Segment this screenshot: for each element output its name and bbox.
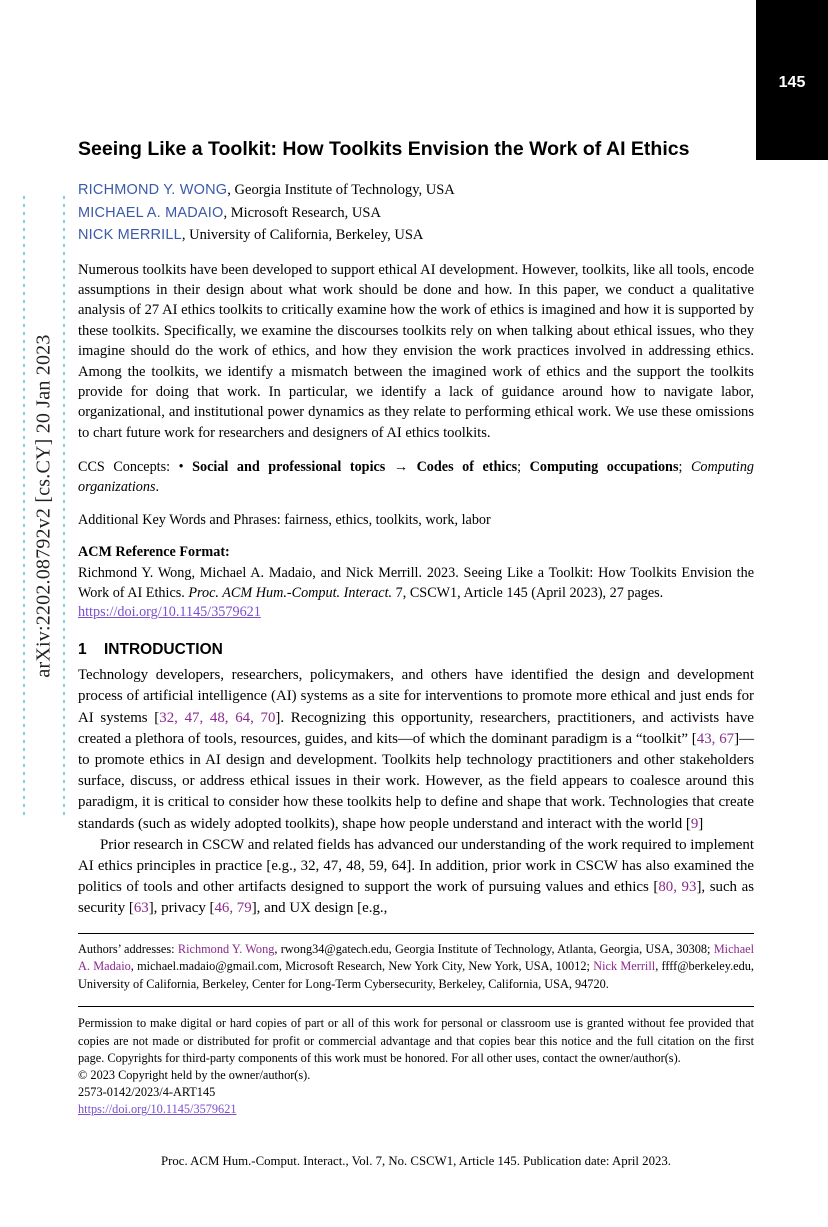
- author-entry: [78, 179, 754, 202]
- citation-ref[interactable]: 43, 67: [696, 730, 735, 747]
- ccs-label: CCS Concepts:: [78, 459, 171, 476]
- citation-ref[interactable]: 9: [690, 815, 699, 832]
- doi-link[interactable]: https://doi.org/10.1145/3579621: [78, 604, 261, 621]
- stamp-dotted-border-right: [63, 196, 65, 816]
- author-name: NICK MERRILL: [78, 227, 182, 243]
- address-author-name[interactable]: Richmond Y. Wong: [177, 941, 275, 956]
- page-title: Seeing Like a Toolkit: How Toolkits Envision the Work of AI Ethics: [78, 138, 690, 160]
- citation-ref[interactable]: 46, 79: [214, 900, 252, 917]
- author-entry: [78, 202, 754, 225]
- reference-format-text: Richmond Y. Wong, Michael A. Madaio, and Nick Merrill. 2023. Seeing Like a Toolkit: How Toolkits Envision the Work of AI Ethics. Proc. ACM Hum.-Comput. Interact. 7, CSCW1, Article 145 (April 2023), 27 pages.: [78, 565, 754, 602]
- footnote-divider: [78, 933, 754, 934]
- ccs-text: • Social and professional topics → Codes of ethics; Computing occupations; Computing organizations.: [78, 459, 755, 496]
- issn-line: 2573-0142/2023/4-ART145: [78, 1085, 216, 1100]
- keywords: [78, 510, 754, 530]
- reference-format-label: ACM Reference Format:: [78, 544, 230, 561]
- citation-ref[interactable]: 32, 47, 48, 64, 70: [159, 709, 276, 726]
- stamp-dotted-border-left: [23, 196, 25, 816]
- page-content: [78, 0, 754, 1227]
- author-list: [78, 179, 754, 247]
- authors-addresses-label: Authors’ addresses:: [78, 941, 175, 956]
- citation-ref[interactable]: 80, 93: [658, 879, 697, 896]
- article-number-badge: [756, 0, 828, 160]
- copyright-line: © 2023 Copyright held by the owner/author(s).: [78, 1067, 311, 1082]
- author-entry: [78, 224, 754, 247]
- citation-ref[interactable]: 63: [133, 900, 149, 917]
- address-author-name[interactable]: Michael A. Madaio: [78, 941, 755, 974]
- permission-block: [78, 1015, 754, 1118]
- intro-paragraph-2: Prior research in CSCW and related fields has advanced our understanding of the work required to implement AI ethics principles in practice [e.g., 32, 47, 48, 59, 64]. In addition, prior work in CSCW has also examined the politics of tools and other artifacts designed to support the work of pursuing values and ethics [80, 93], such as security [63], privacy [46, 79], and UX design [e.g.,: [78, 836, 754, 917]
- keywords-text: fairness, ethics, toolkits, work, labor: [280, 512, 491, 529]
- arxiv-stamp: [22, 196, 66, 816]
- arxiv-identifier: arXiv:2202.08792v2 [cs.CY] 20 Jan 2023: [32, 334, 55, 678]
- ccs-concepts: [78, 457, 754, 497]
- permission-doi-link[interactable]: https://doi.org/10.1145/3579621: [78, 1102, 237, 1117]
- author-affiliation: , Microsoft Research, USA: [223, 204, 381, 221]
- page-footer: Proc. ACM Hum.-Comput. Interact., Vol. 7, No. CSCW1, Article 145. Publication date: April 2023.: [161, 1154, 671, 1168]
- author-name: MICHAEL A. MADAIO: [78, 204, 224, 221]
- intro-paragraph-1: Technology developers, researchers, policymakers, and others have identified the design and development process of artificial intelligence (AI) systems as a site for interventions to promote more ethical and just ends for AI systems [32, 47, 48, 64, 70]. Recognizing this opportunity, researchers, practitioners, and activists have created a plethora of tools, resources, guides, and kits—of which the dominant paradigm is a “toolkit” [43, 67]—to promote ethics in AI design and development. Toolkits help technology practitioners and other stakeholders surface, discuss, or address ethical issues in their work. However, as the field appears to coalesce around this paradigm, it is critical to consider how these toolkits help to define and shape that work. Technologies that create standards (such as widely adopted toolkits), shape how people understand and interact with the world [9]: [78, 667, 755, 832]
- abstract: Numerous toolkits have been developed to support ethical AI development. However, toolkits, like all tools, encode assumptions in their design about what work should be done and how. In this paper, we conduct a qualitative analysis of 27 AI ethics toolkits to critically examine how the work of ethics is imagined and how it is supported by these toolkits. Specifically, we examine the discourses toolkits rely on when talking about ethical issues, who they imagine should do the work of ethics, and how they envision the work practices involved in addressing ethics. Among the toolkits, we identify a mismatch between the imagined work of ethics and the support the toolkits provide for doing that work. In particular, we identify a lack of guidance around how to navigate labor, organizational, and institutional power dynamics as they relate to performing ethical work. We use these omissions to chart future work for researchers and designers of AI ethics toolkits.: [78, 261, 754, 441]
- author-name: RICHMOND Y. WONG: [78, 182, 228, 198]
- section-title: INTRODUCTION: [104, 641, 223, 659]
- section-number: 1: [78, 641, 87, 659]
- permission-divider: [78, 1006, 754, 1007]
- authors-addresses: [78, 941, 754, 994]
- section-heading-introduction: [78, 641, 754, 659]
- article-number: 145: [778, 74, 806, 91]
- author-affiliation: , University of California, Berkeley, USA: [181, 227, 424, 243]
- keywords-label: Additional Key Words and Phrases:: [78, 512, 281, 529]
- author-affiliation: , Georgia Institute of Technology, USA: [227, 182, 455, 198]
- permission-text: Permission to make digital or hard copies of part or all of this work for personal or classroom use is granted without fee provided that copies are not made or distributed for profit or commercial advantage and that copies bear this notice and the full citation on the first page. Copyrights for third-party components of this work must be honored. For all other uses, contact the owner/author(s).: [78, 1016, 754, 1065]
- address-author-name[interactable]: Nick Merrill: [593, 959, 656, 974]
- authors-addresses-text: Richmond Y. Wong, rwong34@gatech.edu, Georgia Institute of Technology, Atlanta, Georgia, USA, 30308; Michael A. Madaio, michael.madaio@gmail.com, Microsoft Research, New York City, New York, USA, 10012; Nick Merrill, ffff@berkeley.edu, University of California, Berkeley, Center for Long-Term Cybersecurity, Berkeley, California, USA, 94720.: [78, 941, 755, 991]
